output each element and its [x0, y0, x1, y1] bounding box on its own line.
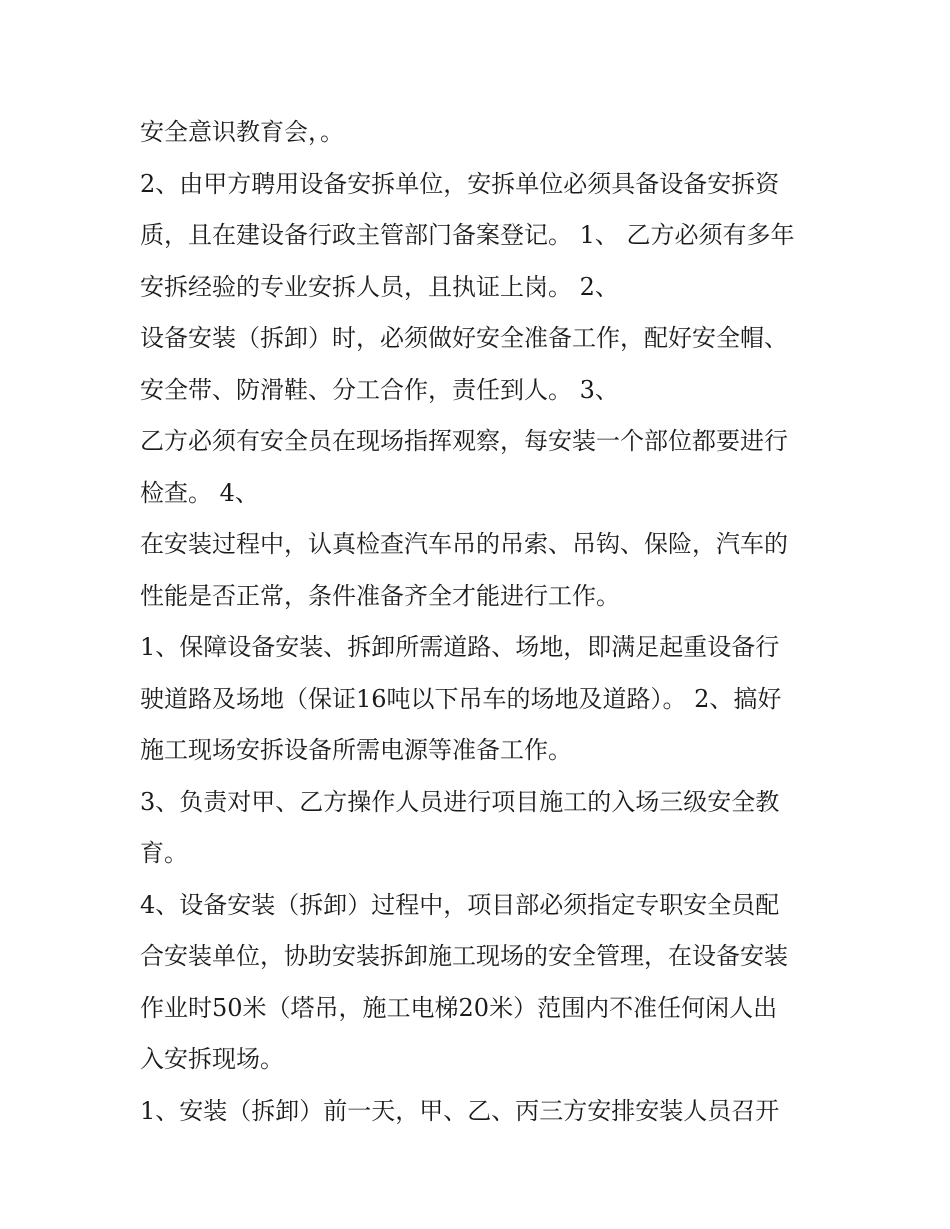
document-body: [140, 107, 820, 1137]
text-line: 安全带、防滑鞋、分工合作，责任到人。 3、: [140, 375, 619, 404]
text-line: 施工现场安拆设备所需电源等准备工作。: [140, 736, 572, 764]
text-line: 1、保障设备安装、拆卸所需道路、场地，即满足起重设备行: [140, 633, 780, 661]
text-line: 育。: [140, 839, 188, 867]
text-line: 作业时50米（塔吊，施工电梯20米）范围内不准任何闲人出: [140, 993, 778, 1022]
text-line: 4、设备安装（拆卸）过程中，项目部必须指定专职安全员配: [140, 890, 780, 919]
text-line: 性能是否正常，条件准备齐全才能进行工作。: [140, 581, 620, 610]
text-line: 检查。 4、: [140, 478, 259, 507]
text-line: 3、负责对甲、乙方操作人员进行项目施工的入场三级安全教: [140, 787, 780, 816]
text-line: 入安拆现场。: [140, 1045, 284, 1073]
text-line: 设备安装（拆卸）时，必须做好安全准备工作，配好安全帽、: [140, 324, 788, 352]
text-line: 安全意识教育会，。: [140, 118, 344, 146]
text-line: 1、安装（拆卸）前一天，甲、乙、丙三方安排安装人员召开: [140, 1096, 780, 1125]
text-line: 合安装单位，协助安装拆卸施工现场的安全管理，在设备安装: [140, 942, 788, 970]
text-line: 2、由甲方聘用设备安拆单位，安拆单位必须具备设备安拆资: [140, 169, 780, 198]
text-line: 驶道路及场地（保证16吨以下吊车的场地及道路）。 2、搞好: [140, 684, 782, 713]
text-line: 质，且在建设备行政主管部门备案登记。 1、 乙方必须有多年: [140, 221, 795, 249]
text-line: 在安装过程中，认真检查汽车吊的吊索、吊钩、保险，汽车的: [140, 530, 788, 558]
text-line: 乙方必须有安全员在现场指挥观察，每安装一个部位都要进行: [140, 427, 788, 455]
text-line: 安拆经验的专业安拆人员，且执证上岗。 2、: [140, 272, 619, 301]
